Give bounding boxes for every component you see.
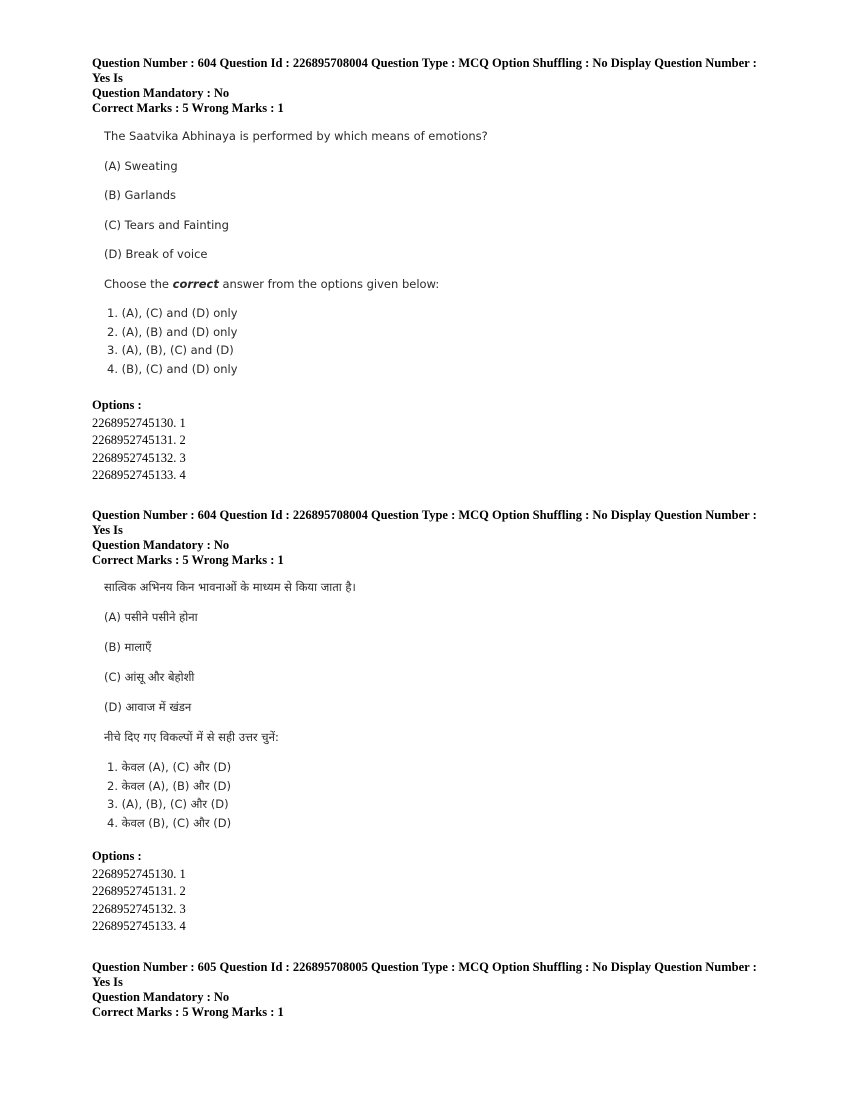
statement-b: (B) Garlands bbox=[104, 188, 177, 202]
statement-c: (C) Tears and Fainting bbox=[104, 217, 229, 232]
statement-a: (A) पसीने पसीने होना bbox=[104, 610, 198, 624]
option-item: 2268952745132. 3 bbox=[92, 901, 186, 916]
answer-choices bbox=[104, 305, 488, 379]
option-item: 2268952745131. 2 bbox=[92, 433, 186, 447]
header-line-2: Question Mandatory : No bbox=[92, 538, 230, 552]
statement-c: (C) आंसू और बेहोशी bbox=[104, 670, 195, 684]
statement-d: (D) Break of voice bbox=[104, 247, 208, 261]
answer-choice-3: 3. (A), (B), (C) और (D) bbox=[107, 797, 229, 811]
header-line-3: Correct Marks : 5 Wrong Marks : 1 bbox=[92, 1005, 284, 1019]
question-body-english bbox=[104, 128, 488, 379]
answer-choice-1: 1. (A), (C) and (D) only bbox=[107, 306, 238, 320]
option-item: 2268952745133. 4 bbox=[92, 468, 186, 482]
instruction-emphasis: correct bbox=[172, 276, 219, 291]
answer-choices bbox=[104, 759, 356, 833]
answer-choice-2: 2. (A), (B) and (D) only bbox=[107, 324, 238, 339]
instruction-text: नीचे दिए गए विकल्पों में से सही उत्तर चुनें: bbox=[104, 730, 279, 744]
answer-choice-4: 4. केवल (B), (C) और (D) bbox=[107, 815, 232, 830]
options-title: Options : bbox=[92, 398, 142, 412]
option-item: 2268952745131. 2 bbox=[92, 884, 186, 898]
answer-choice-3: 3. (A), (B), (C) and (D) bbox=[107, 343, 234, 357]
header-line-1: Question Number : 604 Question Id : 226895708004 Question Type : MCQ Option Shuffling : No Display Question Number : Yes Is bbox=[92, 56, 757, 85]
statement-a: (A) Sweating bbox=[104, 158, 178, 173]
question-stem: सात्विक अभिनय किन भावनाओं के माध्यम से किया जाता है। bbox=[104, 580, 356, 594]
header-line-3: Correct Marks : 5 Wrong Marks : 1 bbox=[92, 553, 284, 567]
question-stem: The Saatvika Abhinaya is performed by which means of emotions? bbox=[104, 129, 488, 143]
question-body-hindi bbox=[104, 579, 356, 833]
answer-choice-1: 1. केवल (A), (C) और (D) bbox=[107, 760, 232, 774]
option-item: 2268952745133. 4 bbox=[92, 919, 186, 933]
options-title: Options : bbox=[92, 849, 142, 863]
option-item: 2268952745130. 1 bbox=[92, 866, 186, 881]
answer-choice-2: 2. केवल (A), (B) और (D) bbox=[107, 778, 231, 793]
options-list-2 bbox=[92, 848, 186, 936]
options-list-1 bbox=[92, 397, 186, 485]
instruction-text: Choose the correct answer from the options given below: bbox=[104, 276, 440, 291]
header-line-1: Question Number : 605 Question Id : 226895708005 Question Type : MCQ Option Shuffling : No Display Question Number : Yes Is bbox=[92, 960, 757, 989]
question-header-2 bbox=[92, 508, 772, 568]
question-header-3 bbox=[92, 960, 772, 1020]
header-line-2: Question Mandatory : No bbox=[92, 86, 230, 100]
option-item: 2268952745130. 1 bbox=[92, 415, 186, 430]
question-header-1 bbox=[92, 56, 772, 116]
statement-d: (D) आवाज में खंडन bbox=[104, 700, 192, 714]
header-line-2: Question Mandatory : No bbox=[92, 990, 230, 1004]
option-item: 2268952745132. 3 bbox=[92, 450, 186, 465]
statement-b: (B) मालाएँ bbox=[104, 640, 152, 654]
header-line-1: Question Number : 604 Question Id : 226895708004 Question Type : MCQ Option Shuffling : No Display Question Number : Yes Is bbox=[92, 508, 757, 537]
answer-choice-4: 4. (B), (C) and (D) only bbox=[107, 361, 238, 376]
header-line-3: Correct Marks : 5 Wrong Marks : 1 bbox=[92, 101, 284, 115]
